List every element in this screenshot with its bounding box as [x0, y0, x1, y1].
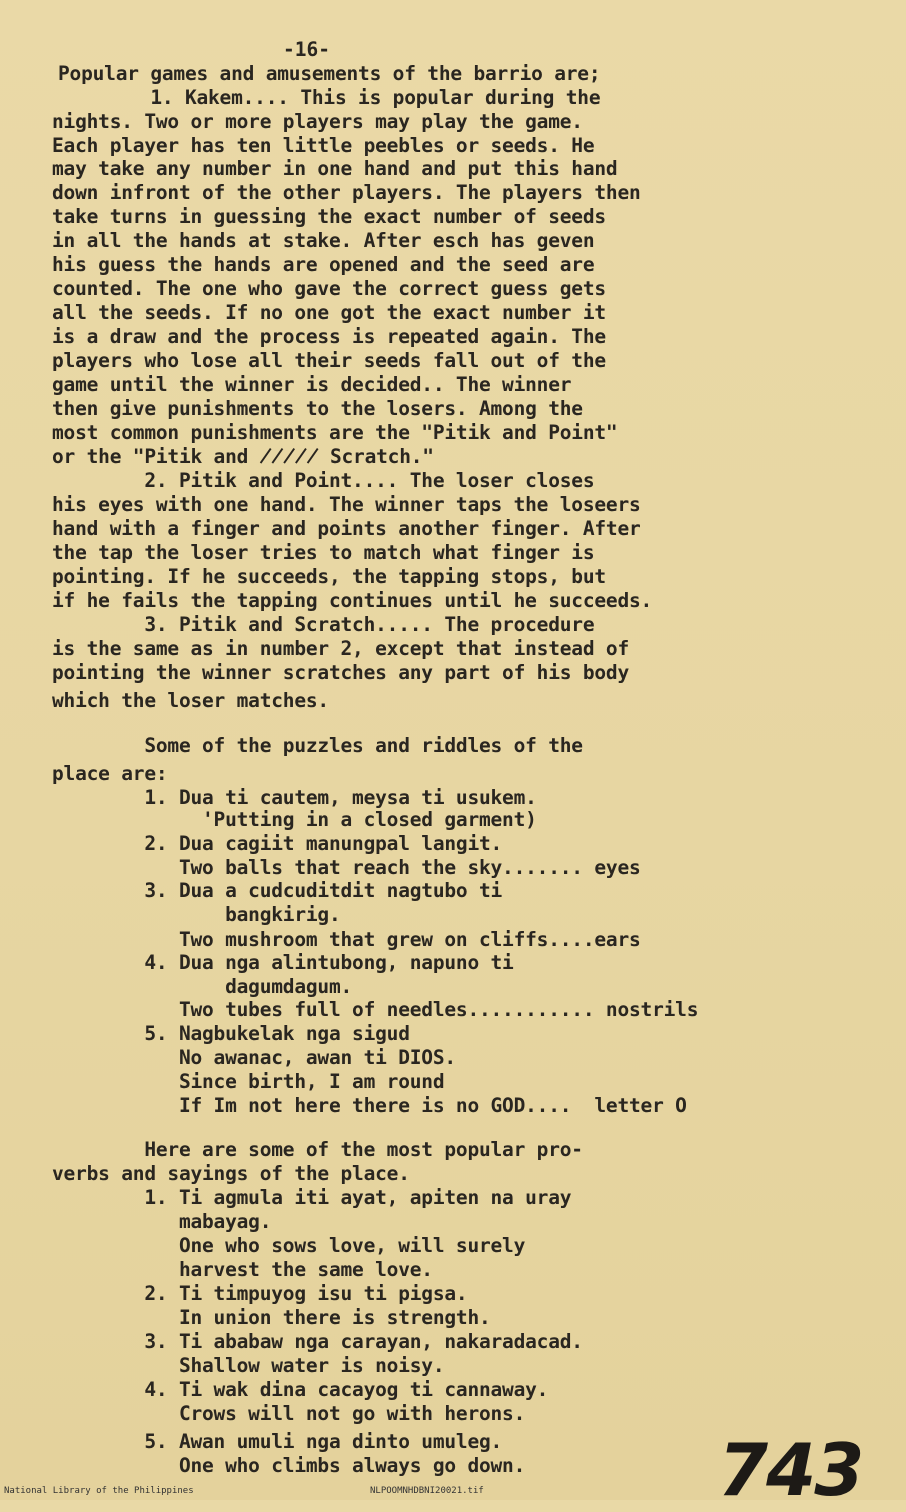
text-line: 1. Kakem.... This is popular during the	[58, 86, 601, 109]
text-line: One who climbs always go down.	[52, 1454, 526, 1477]
text-line: 1. Dua ti cautem, meysa ti usukem.	[52, 786, 537, 809]
text-line: 5. Nagbukelak nga sigud	[52, 1022, 410, 1045]
text-line: bangkirig.	[52, 903, 341, 926]
text-line: game until the winner is decided.. The winner	[52, 373, 572, 396]
text-line: Some of the puzzles and riddles of the	[52, 734, 583, 757]
text-line: 3. Ti ababaw nga carayan, nakaradacad.	[52, 1330, 583, 1353]
text-line: 2. Pitik and Point.... The loser closes	[52, 469, 595, 492]
text-line: Since birth, I am round	[52, 1070, 445, 1093]
text-line: 1. Ti agmula iti ayat, apiten na uray	[52, 1186, 572, 1209]
text-line: take turns in guessing the exact number of seeds	[52, 205, 606, 228]
text-line: most common punishments are the "Pitik and Point"	[52, 421, 618, 444]
text-line: Shallow water is noisy.	[52, 1354, 445, 1377]
text-line: One who sows love, will surely	[52, 1234, 526, 1257]
text-line: pointing. If he succeeds, the tapping stops, but	[52, 565, 606, 588]
text-line: mabayag.	[52, 1210, 272, 1233]
text-line: then give punishments to the losers. Among the	[52, 397, 583, 420]
text-line: Two tubes full of needles........... nostrils	[52, 998, 699, 1021]
text-line: 3. Pitik and Scratch..... The procedure	[52, 613, 595, 636]
text-line: 'Putting in a closed garment)	[52, 808, 537, 831]
text-line: may take any number in one hand and put this hand	[52, 157, 618, 180]
text-line: hand with a finger and points another finger. After	[52, 517, 641, 540]
text-line: pointing the winner scratches any part of his body	[52, 661, 629, 684]
page-number: -16-	[283, 38, 330, 61]
text-line: down infront of the other players. The players then	[52, 181, 641, 204]
text-line: Each player has ten little peebles or seeds. He	[52, 134, 595, 157]
text-line: 4. Ti wak dina cacayog ti cannaway.	[52, 1378, 549, 1401]
text-line: is the same as in number 2, except that instead of	[52, 637, 629, 660]
text-line: dagumdagum.	[52, 975, 353, 998]
text-line: is a draw and the process is repeated again. The	[52, 325, 606, 348]
text-line: his eyes with one hand. The winner taps the loseers	[52, 493, 641, 516]
text-line: which the loser matches.	[52, 689, 329, 712]
text-line: verbs and sayings of the place.	[52, 1162, 410, 1185]
text-line: Crows will not go with herons.	[52, 1402, 526, 1425]
text-line: his guess the hands are opened and the seed are	[52, 253, 595, 276]
text-line: nights. Two or more players may play the game.	[52, 110, 583, 133]
text-line: If Im not here there is no GOD.... letter O	[52, 1094, 687, 1117]
text-line: 2. Ti timpuyog isu ti pigsa.	[52, 1282, 468, 1305]
text-line: place are:	[52, 762, 168, 785]
footer-file-name: NLPOOMNHDBNI20021.tif	[370, 1486, 484, 1496]
text-line: 4. Dua nga alintubong, napuno ti	[52, 951, 514, 974]
text-line: counted. The one who gave the correct guess gets	[52, 277, 606, 300]
text-line: No awanac, awan ti DIOS.	[52, 1046, 456, 1069]
text-line: 2. Dua cagiit manungpal langit.	[52, 832, 503, 855]
footer-library-name: National Library of the Philippines	[4, 1486, 194, 1496]
text-line: 5. Awan umuli nga dinto umuleg.	[52, 1430, 503, 1453]
text-line: Two mushroom that grew on cliffs....ears	[52, 928, 641, 951]
handwritten-page-stamp: 743	[718, 1428, 863, 1512]
text-line: In union there is strength.	[52, 1306, 491, 1329]
text-line: if he fails the tapping continues until he succeeds.	[52, 589, 653, 612]
text-line: all the seeds. If no one got the exact number it	[52, 301, 606, 324]
text-line: 3. Dua a cudcuditdit nagtubo ti	[52, 879, 503, 902]
text-line: Two balls that reach the sky....... eyes	[52, 856, 641, 879]
text-line: the tap the loser tries to match what finger is	[52, 541, 595, 564]
text-line: harvest the same love.	[52, 1258, 433, 1281]
text-line: or the "Pitik and ̸̸̸̸̸ Scratch."	[52, 445, 434, 468]
text-line: in all the hands at stake. After esch has geven	[52, 229, 595, 252]
text-line: Popular games and amusements of the barrio are;	[58, 62, 601, 85]
text-line: Here are some of the most popular pro-	[52, 1138, 583, 1161]
text-line: players who lose all their seeds fall out of the	[52, 349, 606, 372]
